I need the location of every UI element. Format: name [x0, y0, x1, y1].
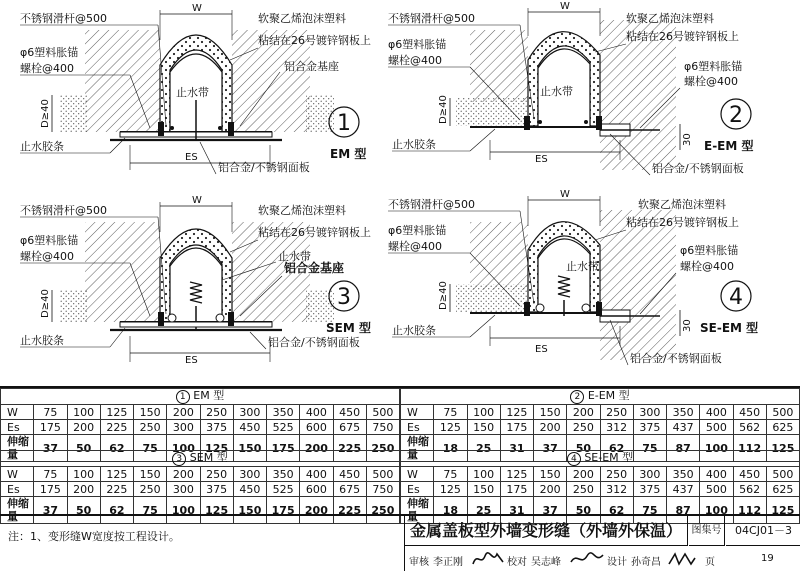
cell: 75: [633, 497, 666, 524]
check-signature: [569, 550, 605, 568]
cell: 450: [233, 482, 266, 497]
label-bolt: 螺栓@400: [20, 250, 74, 263]
table-row: [1, 405, 400, 420]
row-header: Es: [1, 420, 34, 435]
cell: 300: [633, 405, 666, 420]
cell: 500: [366, 467, 399, 482]
cell: 225: [100, 420, 133, 435]
design-name: 孙奇昌: [631, 557, 661, 568]
cell: 225: [100, 482, 133, 497]
label-foam2: 粘结在26号镀锌钢板上: [258, 226, 371, 239]
cell: 500: [366, 405, 399, 420]
cell: 100: [467, 405, 500, 420]
label-base: 铝合金基座: [284, 261, 345, 275]
cell: 250: [200, 467, 233, 482]
cell: 437: [667, 482, 700, 497]
cell: 200: [67, 482, 100, 497]
check-name: 吴志峰: [531, 557, 561, 568]
type-label: SEM 型: [326, 321, 371, 335]
label-foam1: 软聚乙烯泡沫塑料: [258, 12, 346, 25]
cell: 100: [467, 467, 500, 482]
cell: 250: [366, 435, 399, 462]
detail-number: 4: [729, 285, 743, 310]
dim-w: W: [560, 1, 570, 12]
page-number: 19: [761, 553, 774, 564]
wall-right: [600, 210, 676, 360]
cell: 200: [167, 467, 200, 482]
cell: 75: [134, 435, 167, 462]
cell: 300: [233, 467, 266, 482]
label-phi-anchor-right: φ6塑料胀锚: [680, 244, 739, 257]
dim-w: W: [560, 189, 570, 200]
cell: 37: [534, 435, 567, 462]
diagram-se-em: [388, 189, 758, 365]
cell: 750: [366, 482, 399, 497]
cell: 75: [633, 435, 666, 462]
label-panel: 铝合金/不锈钢面板: [268, 336, 360, 349]
cell: 200: [167, 405, 200, 420]
table-row: [401, 405, 800, 420]
cell: 25: [467, 435, 500, 462]
cell: 150: [534, 405, 567, 420]
cell: 100: [167, 435, 200, 462]
cell: 525: [267, 420, 300, 435]
label-rod: 不锈钢滑杆@500: [388, 12, 475, 25]
label-foam1: 软聚乙烯泡沫塑料: [258, 204, 346, 217]
diagram-sem: [20, 195, 371, 366]
cell: 300: [167, 420, 200, 435]
table-title-text: EM 型: [193, 389, 225, 402]
check-label: 校对: [507, 557, 527, 568]
cell: 250: [567, 420, 600, 435]
insulation-left: [60, 290, 88, 322]
atlas-label: 图集号: [689, 516, 725, 546]
table-sem: [0, 450, 400, 524]
detail-number: 3: [337, 285, 351, 310]
row-header: 伸缩量: [1, 435, 34, 462]
table-num: 1: [176, 390, 190, 404]
label-phi-anchor-right: φ6塑料胀锚: [684, 60, 743, 73]
cell: 375: [633, 420, 666, 435]
cell: 100: [700, 435, 733, 462]
table-title: [401, 451, 800, 467]
cell: 750: [366, 420, 399, 435]
wall-left: [470, 222, 528, 290]
dim-es: ES: [535, 154, 548, 165]
table-row: [1, 420, 400, 435]
cell: 400: [300, 467, 333, 482]
cell: 312: [600, 482, 633, 497]
cell: 400: [300, 405, 333, 420]
drawing-title: 金属盖板型外墙变形缝（外墙外保温）: [405, 516, 688, 546]
cell: 31: [500, 435, 533, 462]
table-title-text: E-EM 型: [587, 389, 630, 402]
row-header: Es: [401, 482, 434, 497]
cell: 75: [34, 405, 67, 420]
base-plate: [120, 322, 272, 327]
cell: 400: [700, 405, 733, 420]
cell: 200: [67, 420, 100, 435]
table-se-em: [400, 450, 800, 524]
table-num: 2: [570, 390, 584, 404]
cell: 150: [233, 497, 266, 524]
row-header: 伸缩量: [401, 497, 434, 524]
note-text: 注：1、变形缝W宽度按工程设计。: [8, 530, 180, 543]
label-rod: 不锈钢滑杆@500: [20, 204, 107, 217]
table-title-text: SE-EM 型: [584, 451, 634, 464]
cell: 225: [333, 435, 366, 462]
row-header: 伸缩量: [1, 497, 34, 524]
wall-left: [85, 222, 160, 322]
label-panel: 铝合金/不锈钢面板: [218, 161, 310, 174]
cell: 350: [667, 467, 700, 482]
cell: 450: [333, 405, 366, 420]
cell: 100: [167, 497, 200, 524]
cell: 125: [434, 420, 467, 435]
label-foam2: 粘结在26号镀锌钢板上: [626, 30, 739, 43]
label-bolt-right: 螺栓@400: [684, 75, 738, 88]
diagram-e-em: [388, 1, 754, 175]
cell: 500: [766, 467, 799, 482]
cell: 37: [34, 435, 67, 462]
type-label: EM 型: [330, 147, 367, 161]
cell: 50: [567, 435, 600, 462]
label-phi-anchor: φ6塑料胀锚: [20, 234, 79, 247]
cell: 525: [267, 482, 300, 497]
cell: 250: [600, 467, 633, 482]
row-header: W: [1, 405, 34, 420]
table-row: [401, 420, 800, 435]
cell: 300: [167, 482, 200, 497]
cell: 37: [34, 497, 67, 524]
cell: 200: [534, 482, 567, 497]
title-block: [404, 516, 800, 571]
type-label: E-EM 型: [704, 139, 754, 153]
cell: 62: [600, 435, 633, 462]
cell: 562: [733, 420, 766, 435]
cell: 150: [467, 482, 500, 497]
cell: 375: [200, 420, 233, 435]
cell: 200: [534, 420, 567, 435]
label-foam2: 粘结在26号镀锌钢板上: [626, 216, 739, 229]
dim-d: D≥40: [438, 95, 449, 124]
label-waterstop-strip: 止水胶条: [20, 140, 64, 153]
cell: 500: [766, 405, 799, 420]
label-waterstop-belt: 止水带: [278, 250, 311, 263]
cell: 37: [534, 497, 567, 524]
cell: 312: [600, 420, 633, 435]
table-row: [1, 467, 400, 482]
cell: 250: [600, 405, 633, 420]
cell: 125: [434, 482, 467, 497]
label-bolt-left: 螺栓@400: [388, 240, 442, 253]
cell: 62: [600, 497, 633, 524]
dim-w: W: [192, 195, 202, 206]
cell: 300: [233, 405, 266, 420]
detail-number: 1: [337, 111, 351, 136]
label-rod: 不锈钢滑杆@500: [388, 198, 475, 211]
diagram-em: [20, 3, 371, 174]
cell: 450: [233, 420, 266, 435]
dim-w: W: [192, 3, 202, 14]
title-block-area: [0, 514, 800, 571]
table-row: [1, 482, 400, 497]
cell: 18: [434, 497, 467, 524]
cell: 18: [434, 435, 467, 462]
cell: 375: [200, 482, 233, 497]
cell: 125: [766, 497, 799, 524]
cell: 250: [200, 405, 233, 420]
cell: 175: [500, 482, 533, 497]
cell: 625: [766, 482, 799, 497]
design-signature: [667, 550, 697, 568]
insulation-left: [456, 98, 528, 126]
cell: 400: [700, 467, 733, 482]
cell: 350: [267, 467, 300, 482]
cell: 125: [200, 497, 233, 524]
cell: 75: [34, 467, 67, 482]
wall-left: [470, 30, 528, 102]
cell: 112: [733, 435, 766, 462]
table-row: [401, 467, 800, 482]
cell: 375: [633, 482, 666, 497]
table-title-text: SEM 型: [189, 451, 228, 464]
design-label: 设计: [607, 557, 627, 568]
table-title: [401, 389, 800, 405]
cell: 150: [134, 405, 167, 420]
cell: 350: [667, 405, 700, 420]
cell: 250: [366, 497, 399, 524]
cell: 25: [467, 497, 500, 524]
cell: 600: [300, 420, 333, 435]
cell: 87: [667, 497, 700, 524]
cell: 112: [733, 497, 766, 524]
dim-30: 30: [682, 133, 693, 146]
detail-number: 2: [729, 103, 743, 128]
label-rod: 不锈钢滑杆@500: [20, 12, 107, 25]
cell: 200: [567, 467, 600, 482]
review-signature: [471, 550, 505, 568]
label-base: 铝合金基座: [284, 60, 339, 73]
cell: 250: [567, 482, 600, 497]
cell: 675: [333, 420, 366, 435]
dim-30: 30: [682, 319, 693, 332]
cell: 500: [700, 420, 733, 435]
table-title: [1, 451, 400, 467]
cell: 62: [100, 435, 133, 462]
review-label: 审核: [409, 557, 429, 568]
row-header: W: [401, 467, 434, 482]
label-waterstop-belt: 止水带: [540, 85, 573, 98]
cell: 500: [700, 482, 733, 497]
table-row: [401, 482, 800, 497]
cell: 300: [633, 467, 666, 482]
insulation-left: [456, 284, 528, 312]
dim-d: D≥40: [438, 281, 449, 310]
label-waterstop-belt: 止水带: [566, 260, 599, 273]
cell: 50: [67, 497, 100, 524]
cell: 125: [100, 405, 133, 420]
cell: 87: [667, 435, 700, 462]
cell: 437: [667, 420, 700, 435]
label-waterstop-strip: 止水胶条: [20, 334, 64, 347]
cell: 175: [34, 482, 67, 497]
cell: 175: [267, 497, 300, 524]
cell: 150: [467, 420, 500, 435]
atlas-number: 04CJ01－3: [726, 516, 800, 546]
cell: 50: [67, 435, 100, 462]
cell: 225: [333, 497, 366, 524]
table-num: 4: [567, 452, 581, 466]
cell: 250: [134, 482, 167, 497]
cell: 625: [766, 420, 799, 435]
dim-d: D≥40: [40, 289, 51, 318]
dim-es: ES: [185, 152, 198, 163]
cell: 562: [733, 482, 766, 497]
label-foam1: 软聚乙烯泡沫塑料: [626, 12, 714, 25]
signature-row: [405, 547, 800, 571]
cell: 75: [434, 405, 467, 420]
cell: 150: [534, 467, 567, 482]
dim-d: D≥40: [40, 99, 51, 128]
cell: 175: [500, 420, 533, 435]
label-panel: 铝合金/不锈钢面板: [630, 352, 722, 365]
label-waterstop-strip: 止水胶条: [392, 138, 436, 151]
cell: 250: [134, 420, 167, 435]
cell: 100: [67, 467, 100, 482]
row-header: W: [1, 467, 34, 482]
label-bolt-right: 螺栓@400: [680, 260, 734, 273]
insulation-right: [306, 290, 334, 322]
cell: 675: [333, 482, 366, 497]
cell: 175: [34, 420, 67, 435]
label-bolt-left: 螺栓@400: [388, 54, 442, 67]
label-phi-anchor-left: φ6塑料胀锚: [388, 38, 447, 51]
dim-es: ES: [535, 344, 548, 355]
cell: 150: [134, 467, 167, 482]
row-header: Es: [401, 420, 434, 435]
wall-left: [85, 30, 160, 132]
cell: 125: [100, 467, 133, 482]
label-foam2: 粘结在26号镀锌钢板上: [258, 34, 371, 47]
cell: 50: [567, 497, 600, 524]
cell: 62: [100, 497, 133, 524]
cell: 450: [333, 467, 366, 482]
row-header: Es: [1, 482, 34, 497]
row-header: 伸缩量: [401, 435, 434, 462]
cell: 125: [200, 435, 233, 462]
label-waterstop-strip: 止水胶条: [392, 324, 436, 337]
label-phi-anchor: φ6塑料胀锚: [20, 46, 79, 59]
label-panel: 铝合金/不锈钢面板: [652, 162, 744, 175]
cell: 75: [134, 497, 167, 524]
dimension-tables: [0, 386, 800, 523]
cell: 75: [434, 467, 467, 482]
cell: 31: [500, 497, 533, 524]
cell: 100: [67, 405, 100, 420]
insulation-left: [60, 95, 88, 132]
cell: 175: [267, 435, 300, 462]
label-foam1: 软聚乙烯泡沫塑料: [638, 198, 726, 211]
cell: 350: [267, 405, 300, 420]
cell: 200: [300, 435, 333, 462]
cell: 200: [567, 405, 600, 420]
dim-es: ES: [185, 355, 198, 366]
cell: 450: [733, 405, 766, 420]
label-bolt: 螺栓@400: [20, 62, 74, 75]
label-waterstop-belt: 止水带: [176, 86, 209, 99]
table-title: [1, 389, 400, 405]
review-name: 李正刚: [433, 557, 463, 568]
cell: 125: [500, 467, 533, 482]
cell: 125: [766, 435, 799, 462]
label-phi-anchor-left: φ6塑料胀锚: [388, 224, 447, 237]
page-label: 页: [705, 557, 715, 568]
type-label: SE-EM 型: [700, 321, 759, 335]
row-header: W: [401, 405, 434, 420]
table-num: 3: [172, 452, 186, 466]
cell: 450: [733, 467, 766, 482]
cell: 100: [700, 497, 733, 524]
cell: 125: [500, 405, 533, 420]
cell: 150: [233, 435, 266, 462]
cell: 600: [300, 482, 333, 497]
cell: 200: [300, 497, 333, 524]
